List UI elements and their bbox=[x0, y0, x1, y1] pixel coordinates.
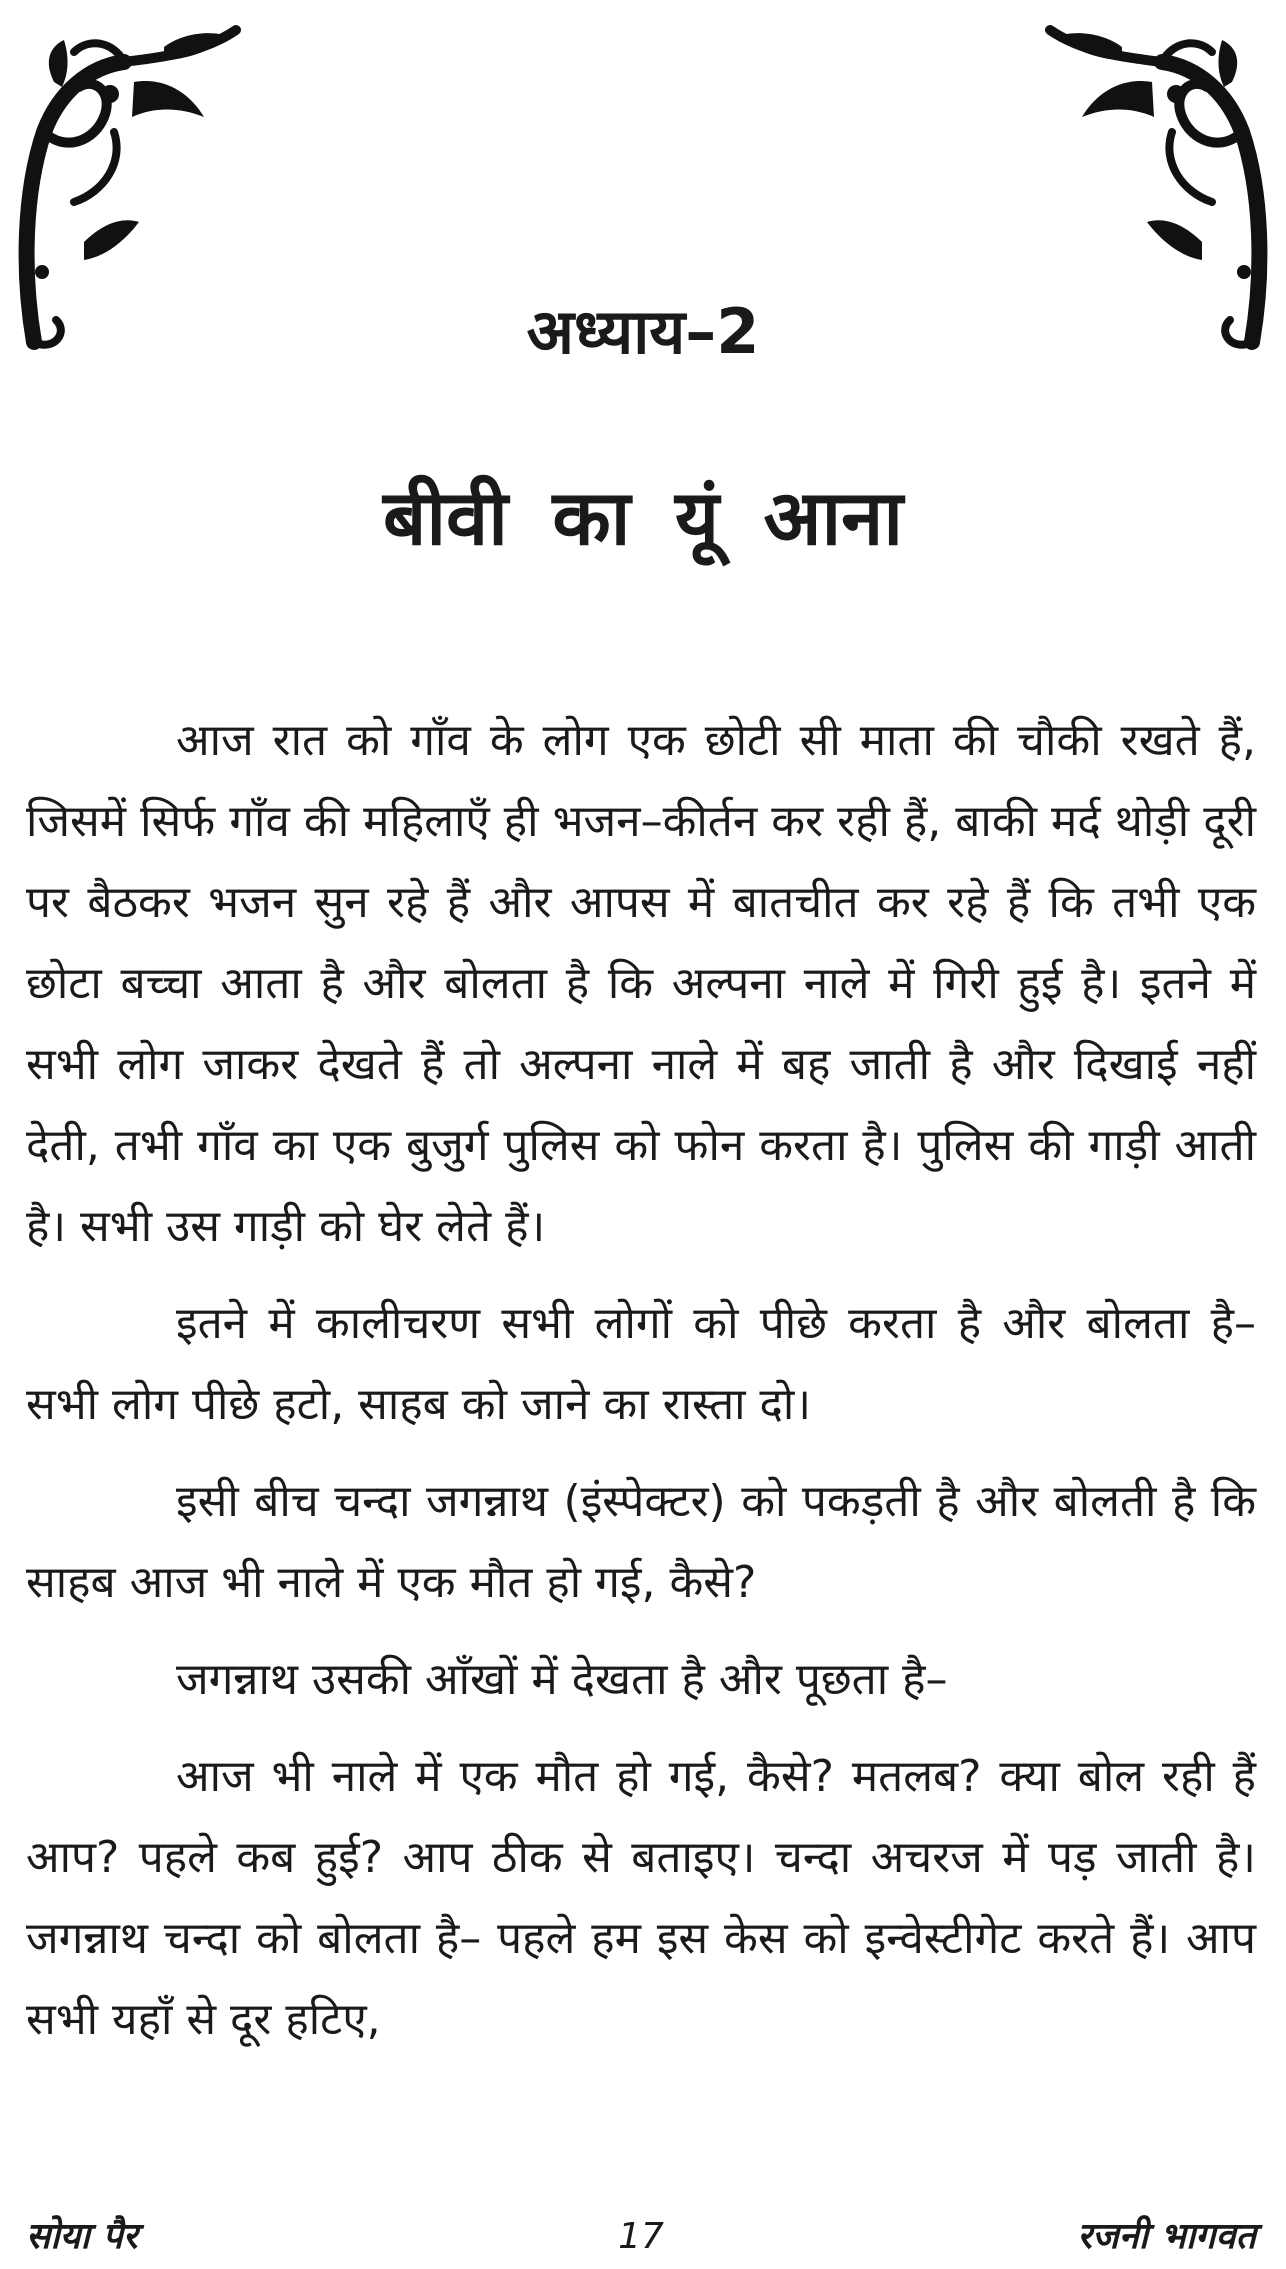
paragraph: आज भी नाले में एक मौत हो गई, कैसे? मतलब? क्या बोल रही हैं आप? पहले कब हुई? आप ठीक से बताइए। चन्दा अचरज में पड़ जाती है। जगन्नाथ चन्दा को बोलता है– पहले हम इस केस को इन्वेस्टीगेट करते हैं। आप सभी यहाँ से दूर हटिए, bbox=[26, 1751, 1256, 2045]
page-number: 17 bbox=[618, 2216, 664, 2257]
book-title: सोया पैर bbox=[26, 2216, 138, 2257]
chapter-title: बीवी का यूं आना bbox=[382, 473, 904, 562]
page-footer bbox=[26, 2212, 1256, 2262]
paragraph: इतने में कालीचरण सभी लोगों को पीछे करता है और बोलता है– सभी लोग पीछे हटो, साहब को जाने का रास्ता दो। bbox=[26, 1298, 1256, 1430]
paragraph: इसी बीच चन्दा जगन्नाथ (इंस्पेक्टर) को पकड़ती है और बोलती है कि साहब आज भी नाले में एक मौत हो गई, कैसे? bbox=[26, 1476, 1256, 1608]
author-name: रजनी भागवत bbox=[1077, 2216, 1256, 2257]
chapter-label: अध्याय–2 bbox=[526, 295, 760, 368]
paragraph: जगन्नाथ उसकी आँखों में देखता है और पूछता है– bbox=[176, 1654, 948, 1705]
chapter-body bbox=[26, 700, 1256, 2076]
paragraph: आज रात को गाँव के लोग एक छोटी सी माता की चौकी रखते हैं, जिसमें सिर्फ गाँव की महिलाएँ ही भजन–कीर्तन कर रही हैं, बाकी मर्द थोड़ी दूरी पर बैठकर भजन सुन रहे हैं और आपस में बातचीत कर रहे हैं कि तभी एक छोटा बच्चा आता है और बोलता है कि अल्पना नाले में गिरी हुई है। इतने में सभी लोग जाकर देखते हैं तो अल्पना नाले में बह जाती है और दिखाई नहीं देती, तभी गाँव का एक बुजुर्ग पुलिस को फोन करता है। पुलिस की गाड़ी आती है। सभी उस गाड़ी को घेर लेते हैं। bbox=[26, 715, 1256, 1252]
